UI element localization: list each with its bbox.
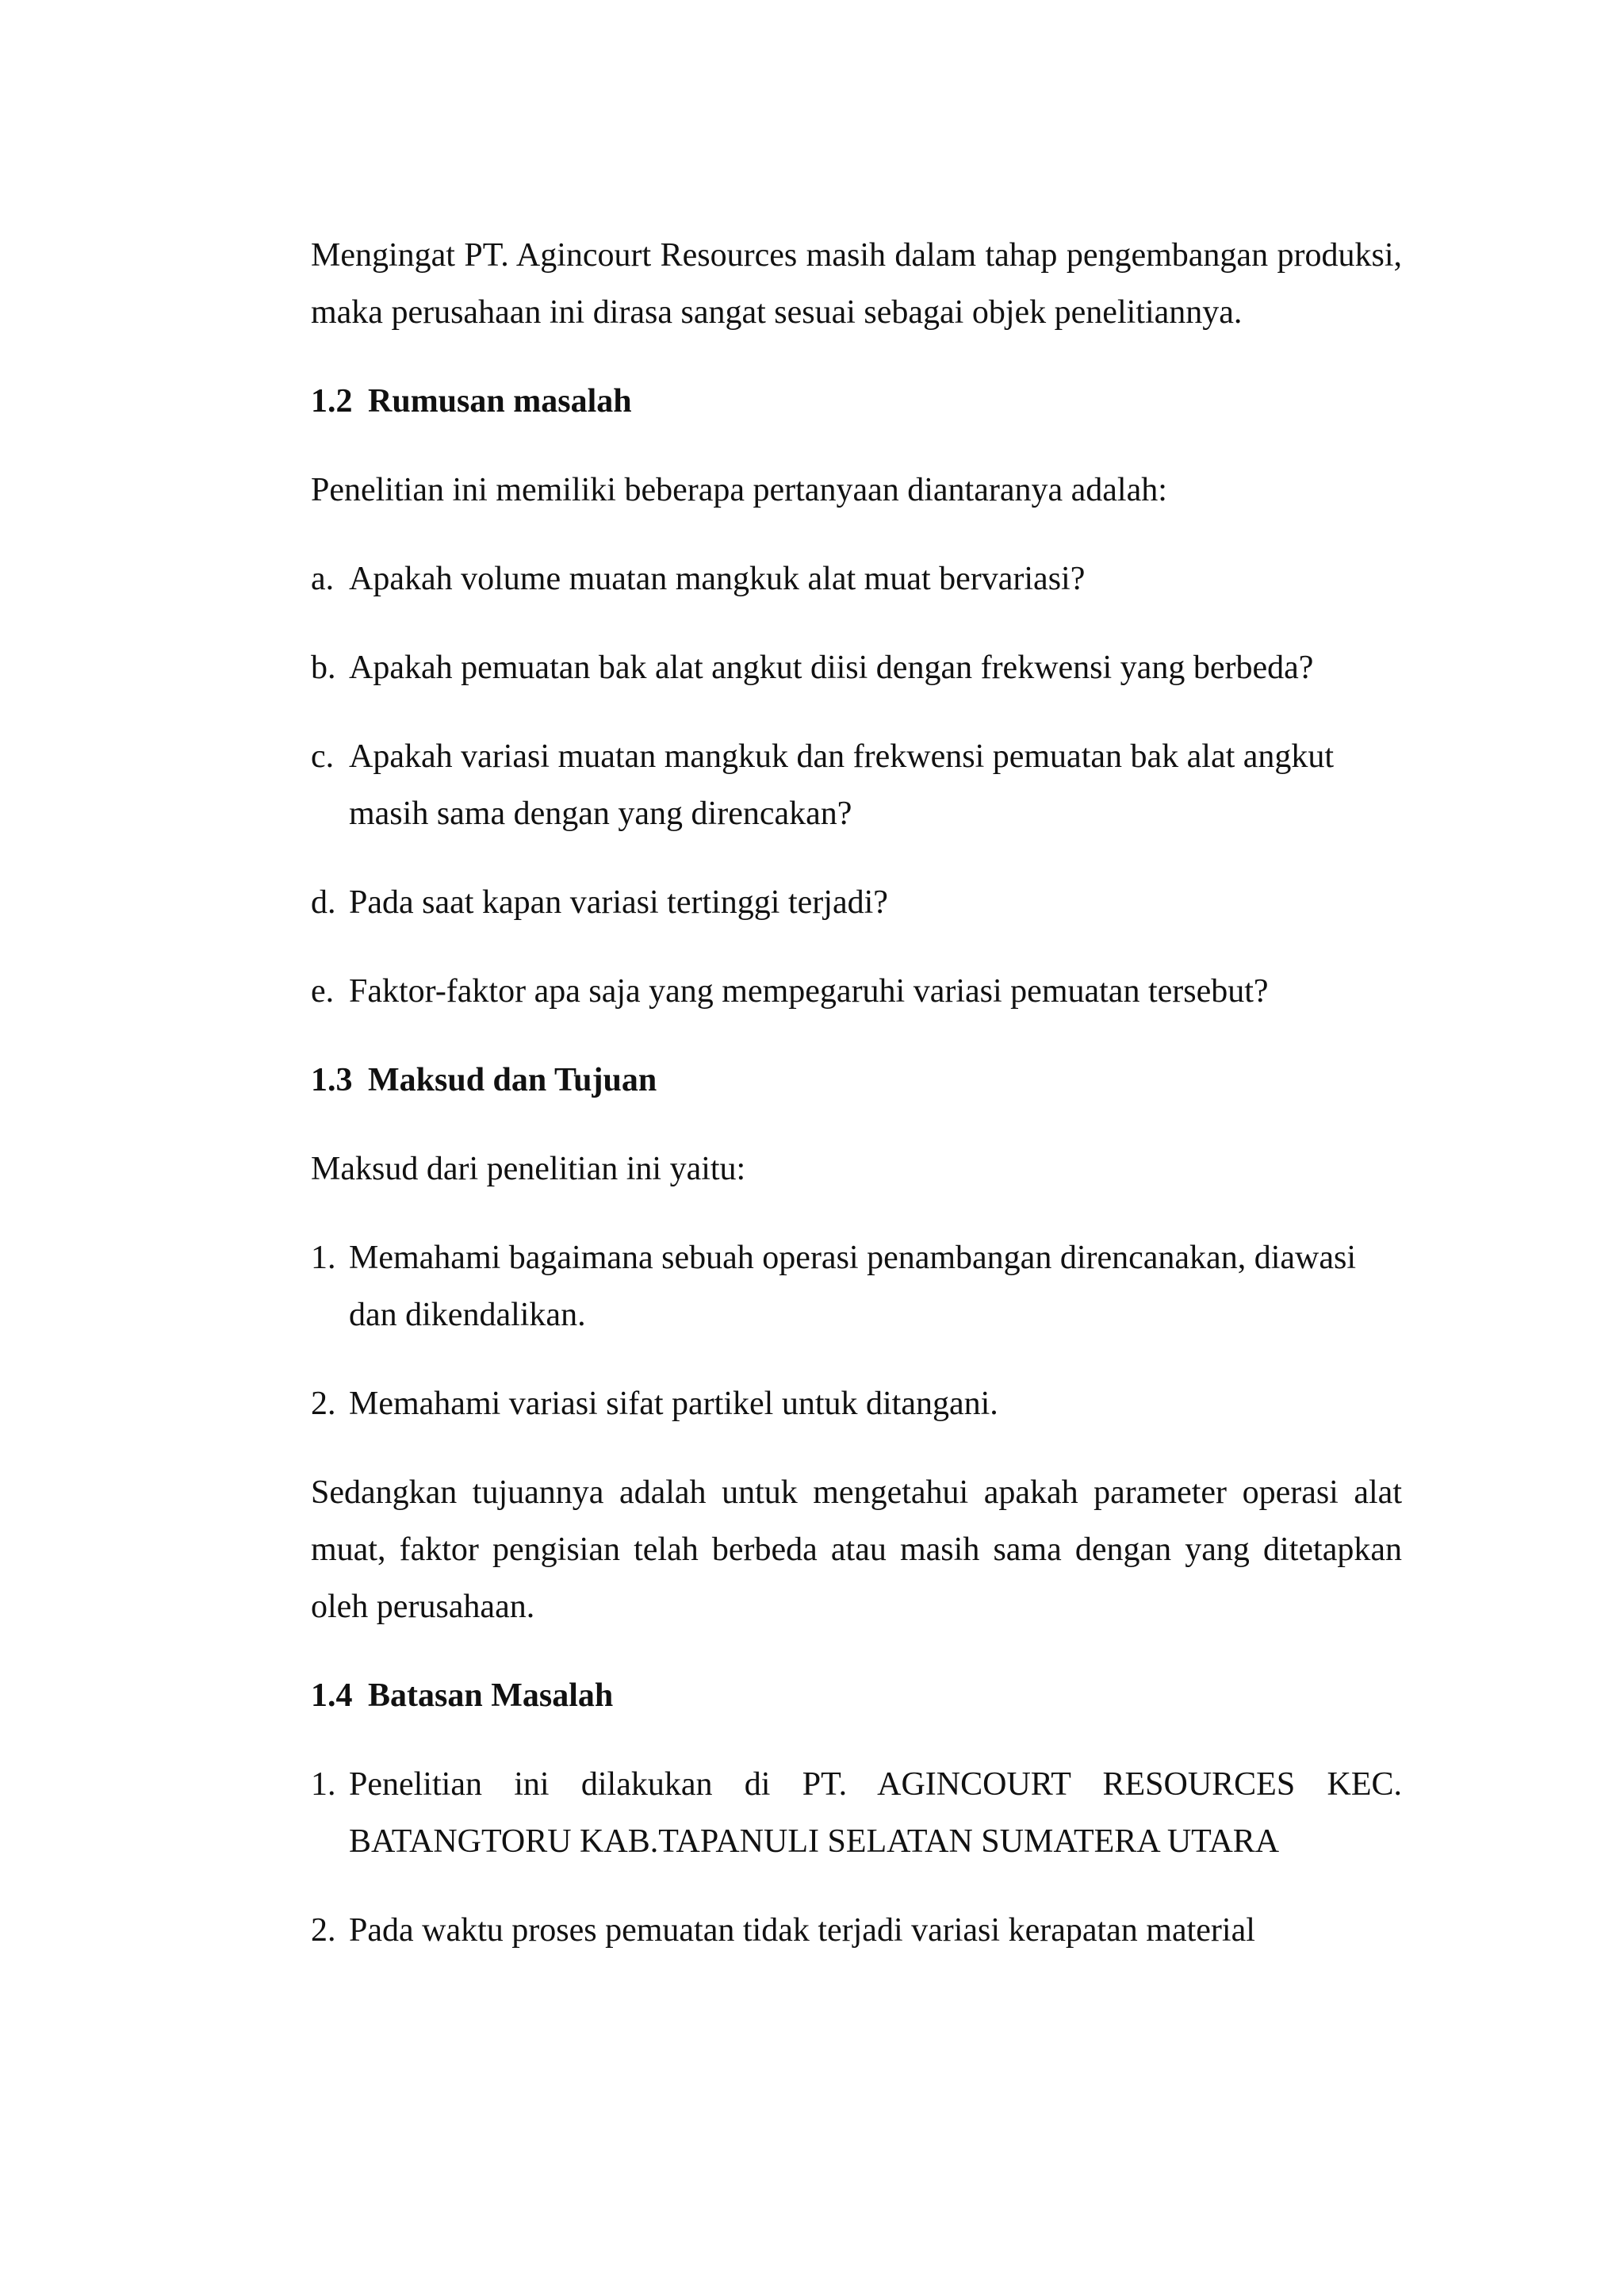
- list-item: [311, 1756, 1402, 1870]
- tujuan-line: oleh perusahaan.: [311, 1589, 535, 1625]
- list-marker: 2.: [311, 1386, 336, 1422]
- rumusan-lead: Penelitian ini memiliki beberapa pertanyaan diantaranya adalah:: [311, 472, 1167, 508]
- maksud-lead: Maksud dari penelitian ini yaitu:: [311, 1151, 746, 1187]
- list-text-line: Penelitian ini dilakukan di PT. AGINCOURT RESOURCES KEC.: [349, 1766, 1402, 1803]
- section-number: 1.4: [311, 1677, 353, 1714]
- list-item: [311, 1902, 1402, 1959]
- list-item: [311, 963, 1402, 1020]
- tujuan-line: Sedangkan tujuannya adalah untuk mengetahui apakah parameter operasi alat: [311, 1474, 1402, 1511]
- list-item: [311, 874, 1402, 931]
- section-heading-1-2: [311, 373, 1402, 430]
- list-text-line: dan dikendalikan.: [349, 1297, 586, 1333]
- section-title: Batasan Masalah: [368, 1677, 614, 1714]
- intro-line-2: maka perusahaan ini dirasa sangat sesuai sebagai objek penelitiannya.: [311, 294, 1243, 331]
- list-text: Faktor-faktor apa saja yang mempegaruhi variasi pemuatan tersebut?: [349, 973, 1269, 1010]
- section-number: 1.3: [311, 1062, 353, 1098]
- list-text-line: masih sama dengan yang direncakan?: [349, 795, 852, 832]
- list-marker: b.: [311, 650, 336, 686]
- list-text: [349, 1229, 1402, 1343]
- list-text: Pada saat kapan variasi tertinggi terjadi?: [349, 884, 888, 921]
- intro-paragraph: [311, 227, 1402, 341]
- list-text: [349, 728, 1402, 842]
- list-marker: 2.: [311, 1912, 336, 1949]
- list-item: [311, 1229, 1402, 1343]
- list-text-line: Apakah variasi muatan mangkuk dan frekwensi pemuatan bak alat angkut: [349, 738, 1335, 775]
- list-item: [311, 728, 1402, 842]
- list-item: [311, 550, 1402, 608]
- list-marker: 1.: [311, 1240, 336, 1276]
- list-text: Memahami variasi sifat partikel untuk ditangani.: [349, 1386, 998, 1422]
- list-text: Pada waktu proses pemuatan tidak terjadi variasi kerapatan material: [349, 1912, 1255, 1949]
- list-text: Apakah pemuatan bak alat angkut diisi dengan frekwensi yang berbeda?: [349, 650, 1314, 686]
- list-marker: 1.: [311, 1766, 336, 1803]
- list-marker: c.: [311, 738, 335, 775]
- list-text: Apakah volume muatan mangkuk alat muat bervariasi?: [349, 561, 1086, 597]
- list-text-line: Memahami bagaimana sebuah operasi penambangan direncanakan, diawasi: [349, 1240, 1356, 1276]
- section-title: Rumusan masalah: [368, 383, 632, 420]
- list-marker: a.: [311, 561, 335, 597]
- intro-line-1: Mengingat PT. Agincourt Resources masih dalam tahap pengembangan produksi,: [311, 237, 1402, 274]
- tujuan-paragraph: [311, 1464, 1402, 1635]
- tujuan-line: muat, faktor pengisian telah berbeda atau masih sama dengan yang ditetapkan: [311, 1531, 1402, 1568]
- section-heading-1-4: [311, 1667, 1402, 1724]
- list-marker: d.: [311, 884, 336, 921]
- section-heading-1-3: [311, 1052, 1402, 1109]
- list-text: [349, 1756, 1402, 1870]
- list-text-line: BATANGTORU KAB.TAPANULI SELATAN SUMATERA UTARA: [349, 1823, 1280, 1860]
- list-item: [311, 1375, 1402, 1432]
- section-number: 1.2: [311, 383, 353, 420]
- list-marker: e.: [311, 973, 335, 1010]
- section-title: Maksud dan Tujuan: [368, 1062, 657, 1098]
- document-page: [311, 227, 1402, 1959]
- list-item: [311, 639, 1402, 696]
